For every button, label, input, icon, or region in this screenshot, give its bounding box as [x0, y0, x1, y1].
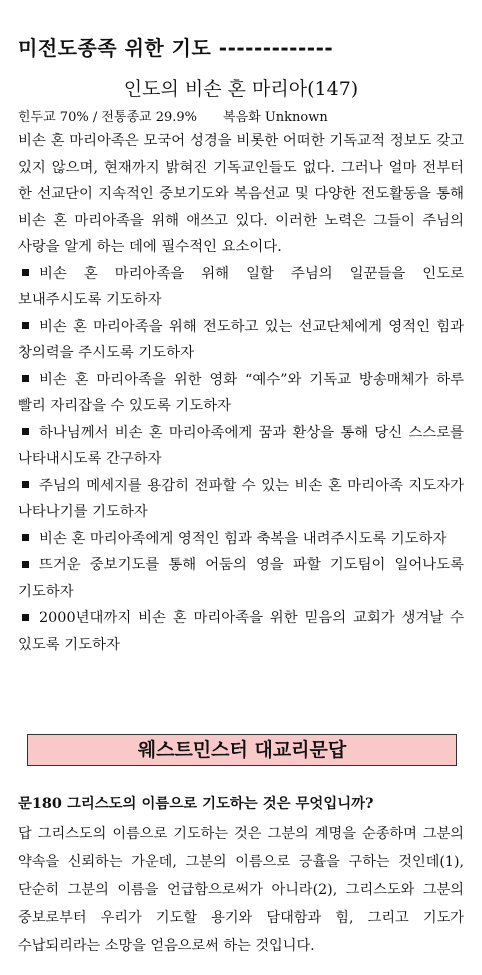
catechism-question: 문180 그리스도의 이름으로 기도하는 것은 무엇입니까? [18, 795, 374, 812]
gospel-status: 복음화 Unknown [223, 110, 328, 125]
prayer-item [18, 473, 464, 526]
prayer-text: 비손 혼 마리아족에게 영적인 힘과 축복을 내려주시도록 기도하자 [39, 530, 447, 547]
square-bullet-icon [22, 614, 29, 621]
prayer-text: 주님의 메세지를 용감히 전파할 수 있는 비손 혼 마리아족 지도자가 나타나기를 기도하자 [18, 477, 464, 520]
prayer-item [18, 605, 464, 658]
square-bullet-icon [22, 561, 29, 568]
prayer-text: 뜨거운 중보기도를 통해 어둠의 영을 파할 기도팀이 일어나도록 기도하자 [18, 557, 464, 600]
square-bullet-icon [22, 428, 29, 435]
religion-hindu: 힌두교 70% [18, 110, 89, 125]
prayer-item [18, 367, 464, 420]
prayer-item [18, 552, 464, 605]
square-bullet-icon [22, 534, 29, 541]
prayer-text: 하나님께서 비손 혼 마리아족에게 꿈과 환상을 통해 당신 스스로를 나타내시도록 간구하자 [18, 424, 464, 467]
prayer-text: 비손 혼 마리아족을 위해 전도하고 있는 선교단체에게 영적인 힘과 창의력을 주시도록 기도하자 [18, 318, 464, 361]
catechism-answer: 답 그리스도의 이름으로 기도하는 것은 그분의 계명을 순종하며 그분의 약속을 신뢰하는 가운데, 그분의 이름으로 긍휼을 구하는 것인데(1), 단순히 그분의 이름을 언급함으로써가 아니라(2), 그리스도와 그분의 중보로부터 우리가 기도할 용기와 담대함과 힘, 그리고 기도가 수납되리라는 소망을 얻음으로써 하는 것입니다. [18, 826, 464, 954]
section-title: 미전도종족 위한 기도 ------------- [18, 36, 334, 60]
prayer-item [18, 314, 464, 367]
prayer-item [18, 261, 464, 314]
square-bullet-icon [22, 481, 29, 488]
square-bullet-icon [22, 322, 29, 329]
catechism-section [18, 792, 464, 960]
prayer-text: 2000년대까지 비손 혼 마리아족을 위한 믿음의 교회가 생겨날 수 있도록 기도하자 [18, 610, 464, 653]
religion-traditional: 전통종교 29.9% [101, 110, 198, 125]
prayer-text: 비손 혼 마리아족을 위해 일할 주님의 일꾼들을 인도로 보내주시도록 기도하자 [18, 265, 464, 308]
prayer-list [18, 261, 464, 659]
stats-separator: / [88, 110, 102, 125]
prayer-item [18, 420, 464, 473]
religion-stats [18, 108, 464, 128]
square-bullet-icon [22, 269, 29, 276]
people-group-title: 인도의 비손 혼 마리아(147) [123, 78, 359, 100]
prayer-item [18, 526, 464, 553]
intro-paragraph: 비손 혼 마리아족은 모국어 성경을 비롯한 어떠한 기독교적 정보도 갖고 있지 않으며, 현재까지 밝혀진 기독교인들도 없다. 그러나 얼마 전부터 한 선교단이 지속적인 중보기도와 복음선교 및 다양한 전도활동을 통해 비손 혼 마리아족을 위해 애쓰고 있다. 이러한 노력은 그들이 주님의 사랑을 알게 하는 데에 필수적인 요소이다. [18, 133, 464, 255]
prayer-section [18, 34, 464, 658]
prayer-text: 비손 혼 마리아족을 위한 영화 “예수”와 기독교 방송매체가 하루 빨리 자리잡을 수 있도록 기도하자 [18, 371, 464, 414]
square-bullet-icon [22, 375, 29, 382]
catechism-banner: 웨스트민스터 대교리문답 [27, 734, 457, 766]
